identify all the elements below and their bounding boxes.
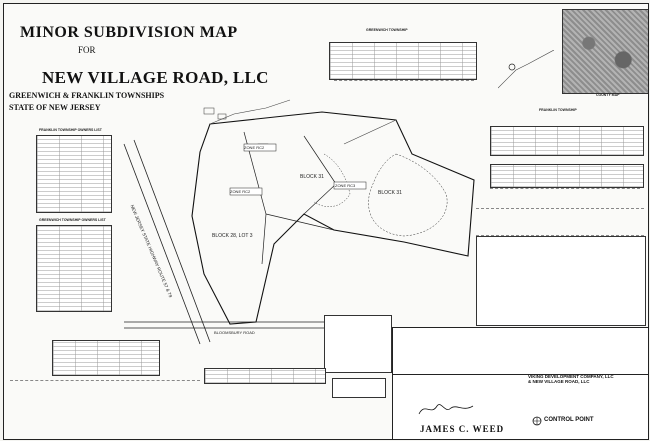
owner-name: NEW VILLAGE ROAD, LLC: [42, 68, 269, 87]
approval-box: [324, 315, 392, 373]
townships-line: GREENWICH & FRANKLIN TOWNSHIPS: [9, 91, 165, 100]
certifications-panel: [476, 236, 646, 326]
general-notes: [10, 380, 200, 435]
for-label: FOR: [78, 45, 96, 55]
greenwich-owners-title: GREENWICH TOWNSHIP OWNERS LIST: [39, 218, 106, 222]
county-map-label: COUNTY MAP: [596, 93, 620, 97]
firm-logo-icon: [532, 416, 542, 426]
signature-note-box: [332, 378, 386, 398]
title-block-cell-2: [475, 328, 558, 375]
engineer-name: JAMES C. WEED: [420, 424, 505, 434]
lot-line-2: [266, 214, 334, 230]
structure-2: [218, 114, 226, 119]
structure-1: [204, 108, 214, 114]
firm-name: CONTROL POINT: [544, 417, 594, 423]
greenwich-table-header: GREENWICH TOWNSHIP: [366, 28, 408, 32]
property-boundary: [192, 112, 474, 324]
company-name: [528, 374, 614, 384]
zone-label-2: ZONE RC2: [230, 189, 251, 194]
franklin-table-header: FRANKLIN TOWNSHIP: [539, 108, 577, 112]
lot-line-1: [244, 132, 266, 264]
driveway: [210, 100, 290, 124]
tree-line: [314, 154, 350, 207]
engineer-signature: [417, 400, 477, 418]
highway-label: NEW JERSEY STATE HIGHWAY ROUTE 57 & 79: [129, 204, 174, 299]
block-lot-label-1: BLOCK 28, LOT 3: [212, 233, 253, 239]
highway-edge-1: [124, 144, 200, 344]
map-title: MINOR SUBDIVISION MAP: [20, 24, 238, 41]
zone-label-1: ZONE RC2: [244, 145, 265, 150]
zone-label-3: ZONE RC3: [335, 183, 356, 188]
revision-table: [204, 368, 326, 384]
state-line: STATE OF NEW JERSEY: [9, 103, 101, 112]
block-lot-label-2: BLOCK 31: [300, 174, 324, 180]
map-sheet: [3, 3, 649, 440]
title-block-cell-1: [393, 328, 476, 375]
surveyor-notes: [476, 208, 644, 234]
company-line-2: & NEW VILLAGE ROAD, LLC: [528, 379, 590, 384]
lot-line-4: [344, 120, 396, 144]
road-label: BLOOMSBURY ROAD: [214, 330, 255, 335]
company-line-1: VIKING DEVELOPMENT COMPANY, LLC: [528, 374, 614, 379]
block-lot-label-3: BLOCK 31: [378, 190, 402, 196]
franklin-owners-title: FRANKLIN TOWNSHIP OWNERS LIST: [39, 128, 102, 132]
title-block-cell-3: [557, 328, 649, 375]
